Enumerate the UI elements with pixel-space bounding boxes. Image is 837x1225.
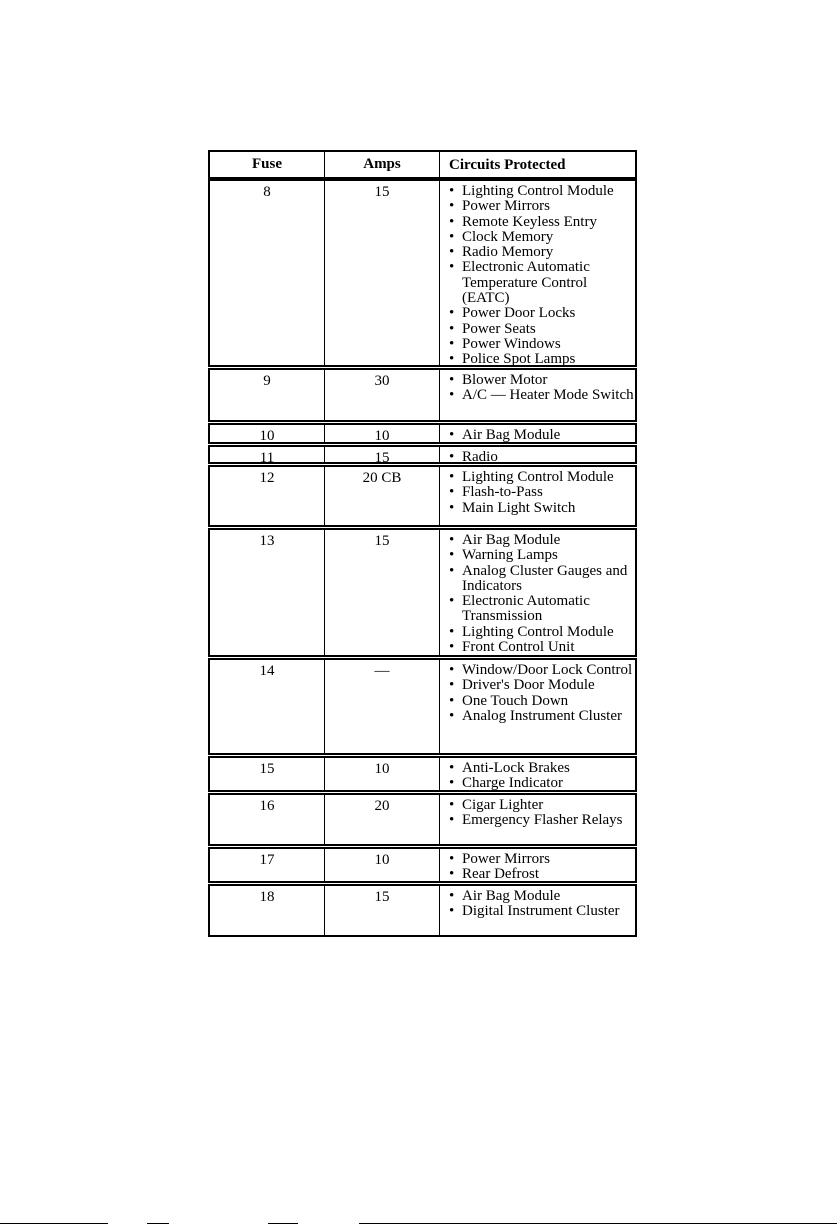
bullet-icon: • (449, 707, 455, 724)
bullet-icon: • (449, 623, 455, 640)
bullet-icon: • (449, 760, 455, 776)
table-body (208, 179, 637, 937)
table-row (208, 423, 637, 444)
list-item (449, 352, 635, 367)
circuits-cell (440, 447, 635, 465)
circuit-label: Power Seats (462, 320, 536, 337)
list-item (449, 388, 635, 403)
circuits-cell (440, 530, 635, 655)
bullet-icon: • (449, 866, 455, 883)
circuit-label: Digital Instrument Cluster (462, 903, 620, 920)
fuse-amps: 10 (325, 758, 440, 790)
circuit-label: Clock Memory (462, 228, 554, 245)
fuse-amps: 10 (325, 849, 440, 881)
fuse-amps: — (325, 660, 440, 753)
fuse-number: 14 (210, 660, 325, 753)
circuit-label: Air Bag Module (462, 427, 561, 443)
bullet-icon: • (449, 320, 455, 337)
list-item (449, 470, 635, 485)
table-header-row (208, 150, 637, 179)
circuit-label: Cigar Lighter (462, 797, 544, 813)
bullet-icon: • (449, 335, 455, 352)
circuit-label: A/C — Heater Mode Switch (462, 387, 634, 404)
circuit-label: Air Bag Module (462, 888, 561, 904)
list-item (449, 709, 635, 724)
circuits-list (449, 184, 635, 368)
circuits-cell (440, 660, 635, 753)
table-row (208, 884, 637, 937)
circuit-label: Lighting Control Module (462, 469, 614, 485)
list-item (449, 798, 635, 813)
list-item (449, 625, 635, 640)
circuit-label: Charge Indicator (462, 775, 563, 792)
circuit-label: Electronic Automatic Temperature Control (EATC) (462, 259, 590, 307)
table-row (208, 658, 637, 755)
circuit-label: Power Door Locks (462, 305, 576, 322)
list-item (449, 813, 635, 828)
bullet-icon: • (449, 639, 455, 656)
table-row (208, 465, 637, 527)
circuits-cell (440, 425, 635, 442)
circuit-label: One Touch Down (462, 692, 569, 709)
bullet-icon: • (449, 797, 455, 813)
bullet-icon: • (449, 692, 455, 709)
fuse-number: 18 (210, 886, 325, 935)
circuit-label: Blower Motor (462, 372, 548, 388)
circuit-label: Power Mirrors (462, 198, 550, 215)
circuit-label: Air Bag Module (462, 532, 561, 548)
bullet-icon: • (449, 183, 455, 199)
list-item (449, 306, 635, 321)
bullet-icon: • (449, 427, 455, 443)
circuits-list (449, 533, 635, 655)
circuits-list (449, 663, 635, 724)
fuse-amps: 15 (325, 530, 440, 655)
list-item (449, 678, 635, 693)
circuit-label: Remote Keyless Entry (462, 213, 597, 230)
circuits-list (449, 470, 635, 516)
circuits-cell (440, 795, 635, 844)
page-edge-rule (0, 1223, 108, 1224)
bullet-icon: • (449, 851, 455, 867)
bullet-icon: • (449, 387, 455, 404)
list-item (449, 867, 635, 882)
table-row (208, 368, 637, 422)
page-edge-rule (359, 1223, 837, 1224)
bullet-icon: • (449, 351, 455, 368)
list-item (449, 230, 635, 245)
fuse-number: 13 (210, 530, 325, 655)
list-item (449, 485, 635, 500)
bullet-icon: • (449, 662, 455, 678)
page-edge-rule (147, 1223, 169, 1224)
list-item (449, 761, 635, 776)
list-item (449, 184, 635, 199)
fuse-number: 16 (210, 795, 325, 844)
circuit-label: Driver's Door Module (462, 677, 595, 694)
bullet-icon: • (449, 213, 455, 230)
list-item (449, 373, 635, 388)
circuits-cell (440, 467, 635, 525)
fuse-table (208, 150, 637, 937)
fuse-number: 10 (210, 425, 325, 442)
circuits-cell (440, 181, 635, 368)
header-fuse: Fuse (210, 152, 325, 177)
circuit-label: Anti-Lock Brakes (462, 760, 570, 776)
circuits-cell (440, 370, 635, 420)
circuits-list (449, 373, 635, 404)
bullet-icon: • (449, 484, 455, 501)
circuit-label: Analog Cluster Gauges and Indicators (462, 562, 628, 594)
table-row (208, 756, 637, 792)
table-row (208, 528, 637, 657)
bullet-icon: • (449, 903, 455, 920)
bullet-icon: • (449, 499, 455, 516)
list-item (449, 889, 635, 904)
circuit-label: Analog Instrument Cluster (462, 707, 622, 724)
bullet-icon: • (449, 888, 455, 904)
fuse-amps: 15 (325, 181, 440, 365)
list-item (449, 564, 635, 595)
circuits-list (449, 852, 635, 883)
list-item (449, 533, 635, 548)
list-item (449, 428, 635, 443)
fuse-number: 12 (210, 467, 325, 525)
circuit-label: Lighting Control Module (462, 623, 614, 640)
bullet-icon: • (449, 244, 455, 261)
fuse-amps: 10 (325, 425, 440, 442)
list-item (449, 594, 635, 625)
list-item (449, 501, 635, 516)
table-row (208, 179, 637, 367)
fuse-number: 17 (210, 849, 325, 881)
bullet-icon: • (449, 677, 455, 694)
list-item (449, 640, 635, 655)
list-item (449, 904, 635, 919)
fuse-number: 8 (210, 181, 325, 365)
list-item (449, 337, 635, 352)
bullet-icon: • (449, 469, 455, 485)
fuse-number: 11 (210, 447, 325, 462)
circuit-label: Main Light Switch (462, 499, 576, 516)
circuit-label: Rear Defrost (462, 866, 540, 883)
bullet-icon: • (449, 305, 455, 322)
bullet-icon: • (449, 562, 455, 579)
circuits-list (449, 889, 635, 920)
fuse-number: 9 (210, 370, 325, 420)
table-row (208, 445, 637, 464)
circuit-label: Lighting Control Module (462, 183, 614, 199)
bullet-icon: • (449, 812, 455, 829)
list-item (449, 852, 635, 867)
bullet-icon: • (449, 228, 455, 245)
circuit-label: Warning Lamps (462, 547, 558, 564)
list-item (449, 322, 635, 337)
bullet-icon: • (449, 593, 455, 610)
header-amps: Amps (325, 152, 440, 177)
circuit-label: Power Windows (462, 335, 561, 352)
fuse-amps: 30 (325, 370, 440, 420)
bullet-icon: • (449, 547, 455, 564)
circuits-cell (440, 849, 635, 881)
bullet-icon: • (449, 532, 455, 548)
circuit-label: Police Spot Lamps (462, 351, 576, 368)
circuit-label: Window/Door Lock Control (462, 662, 633, 678)
table-row (208, 847, 637, 883)
fuse-amps: 15 (325, 447, 440, 462)
page-edge-rule (268, 1223, 298, 1224)
header-circuits-protected: Circuits Protected (449, 157, 566, 173)
table-row (208, 793, 637, 846)
circuits-cell (440, 886, 635, 935)
list-item (449, 215, 635, 230)
list-item (449, 663, 635, 678)
circuits-list (449, 798, 635, 829)
bullet-icon: • (449, 198, 455, 215)
circuit-label: Flash-to-Pass (462, 484, 543, 501)
fuse-amps: 20 CB (325, 467, 440, 525)
circuit-label: Front Control Unit (462, 639, 575, 656)
bullet-icon: • (449, 372, 455, 388)
bullet-icon: • (449, 775, 455, 792)
fuse-amps: 20 (325, 795, 440, 844)
list-item (449, 694, 635, 709)
circuits-list (449, 450, 635, 465)
list-item (449, 260, 635, 306)
list-item (449, 245, 635, 260)
fuse-number: 15 (210, 758, 325, 790)
circuits-list (449, 761, 635, 792)
bullet-icon: • (449, 449, 455, 465)
circuit-label: Electronic Automatic Transmission (462, 593, 590, 625)
circuits-list (449, 428, 635, 443)
list-item (449, 548, 635, 563)
circuits-cell (440, 758, 635, 790)
circuit-label: Radio (462, 449, 498, 465)
list-item (449, 776, 635, 791)
circuit-label: Radio Memory (462, 244, 554, 261)
list-item (449, 450, 635, 465)
fuse-amps: 15 (325, 886, 440, 935)
circuit-label: Emergency Flasher Relays (462, 812, 623, 829)
list-item (449, 199, 635, 214)
bullet-icon: • (449, 259, 455, 276)
circuit-label: Power Mirrors (462, 851, 550, 867)
